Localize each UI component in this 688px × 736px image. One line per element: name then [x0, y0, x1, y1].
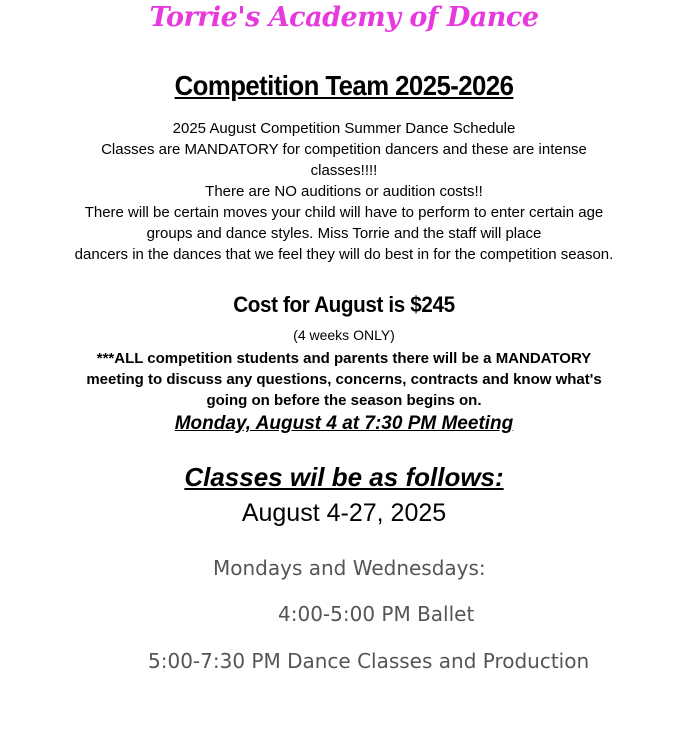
schedule-slot-ballet: 4:00-5:00 PM Ballet	[278, 602, 475, 626]
cost-note: (4 weeks ONLY)	[293, 327, 395, 343]
cost-heading: Cost for August is $245	[233, 292, 455, 317]
schedule-days: Mondays and Wednesdays:	[213, 556, 486, 580]
meeting-date: Monday, August 4 at 7:30 PM Meeting	[174, 413, 514, 434]
schedule-slot-production: 5:00-7:30 PM Dance Classes and Production	[148, 649, 590, 673]
page-title: Competition Team 2025-2026	[174, 70, 514, 101]
intro-line-7: dancers in the dances that we feel they will do best in for the competition season.	[74, 246, 614, 263]
intro-line-4: There are NO auditions or audition costs!!	[205, 183, 483, 200]
notice-line-1: ***ALL competition students and parents there will be a MANDATORY	[96, 350, 592, 367]
notice-line-3: going on before the season begins on.	[206, 392, 482, 409]
intro-line-1: 2025 August Competition Summer Dance Schedule	[172, 120, 516, 137]
academy-name: Torrie's Academy of Dance	[149, 2, 539, 33]
notice-line-2: meeting to discuss any questions, concerns, contracts and know what's	[86, 371, 602, 388]
intro-line-5: There will be certain moves your child will have to perform to enter certain age	[84, 204, 604, 221]
intro-line-6: groups and dance styles. Miss Torrie and the staff will place	[146, 225, 542, 242]
intro-line-2: Classes are MANDATORY for competition dancers and these are intense	[101, 141, 587, 158]
class-dates: August 4-27, 2025	[241, 499, 447, 527]
intro-line-3: classes!!!!	[310, 162, 378, 179]
classes-heading: Classes wil be as follows:	[184, 462, 504, 492]
